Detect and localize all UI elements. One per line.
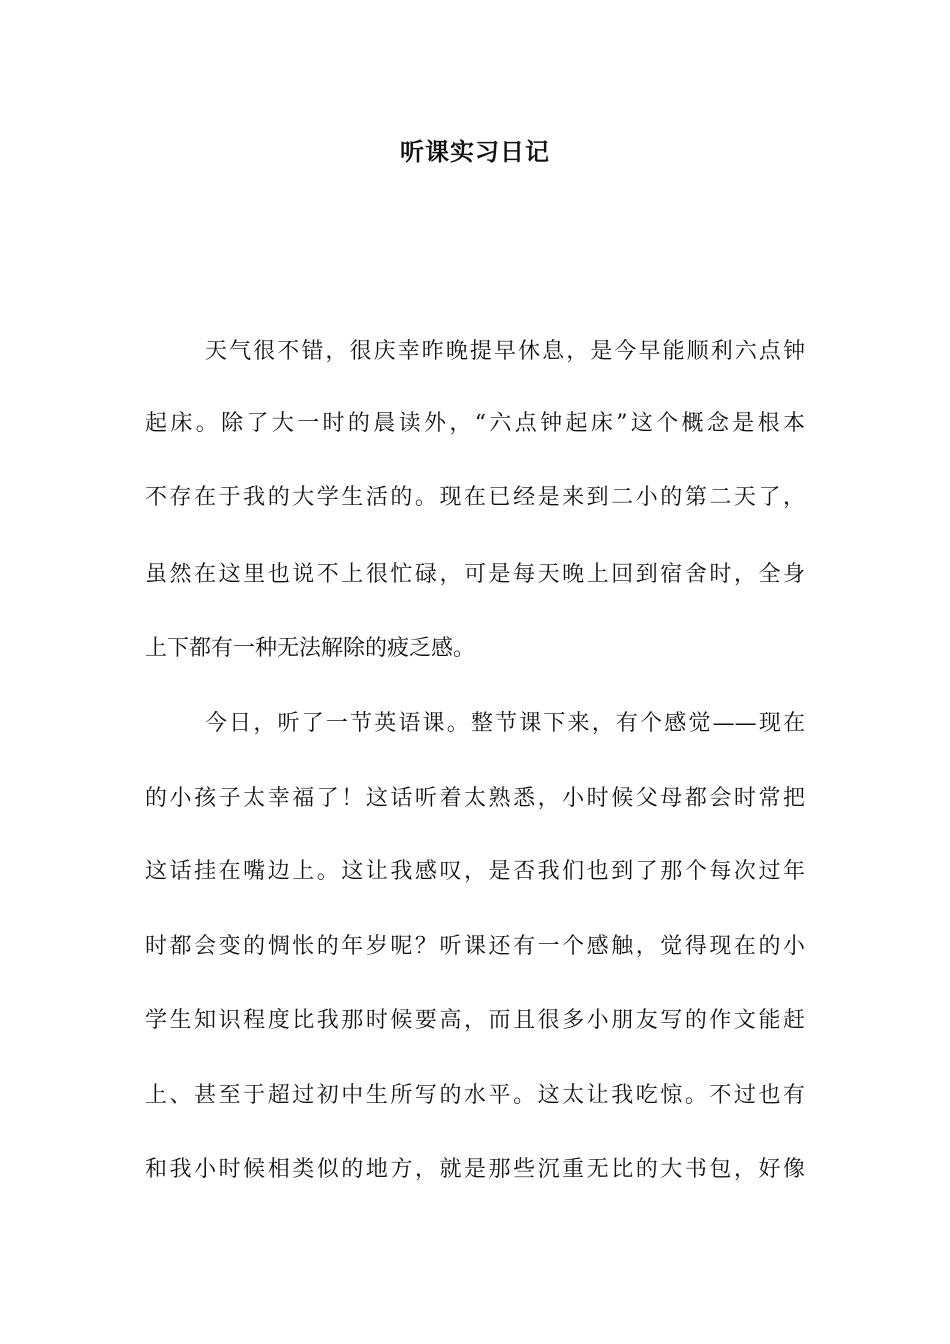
paragraph-2-line-1: 今日，听了一节英语课。整节课下来，有个感觉——现在 [205,711,805,736]
paragraph-1-line-1: 天气很不错，很庆幸昨晚提早休息，是今早能顺利六点钟 [205,339,805,364]
paragraph-2-line-7: 和我小时候相类似的地方，就是那些沉重无比的大书包，好像 [145,1157,805,1182]
paragraph-2-line-4: 时都会变的惆怅的年岁呢？听课还有一个感触，觉得现在的小 [145,934,805,959]
paragraph-2-line-3: 这话挂在嘴边上。这让我感叹，是否我们也到了那个每次过年 [145,859,805,884]
paragraph-1-line-3: 不存在于我的大学生活的。现在已经是来到二小的第二天了， [145,485,805,510]
paragraph-1-line-5: 上下都有一种无法解除的疲乏感。 [145,636,476,661]
paragraph-2-line-6: 上、甚至于超过初中生所写的水平。这太让我吃惊。不过也有 [145,1083,805,1108]
paragraph-1-line-2: 起床。除了大一时的晨读外，“六点钟起床”这个概念是根本 [145,411,805,436]
document-title: 听课实习日记 [400,137,550,166]
paragraph-1-line-4: 虽然在这里也说不上很忙碌，可是每天晚上回到宿舍时，全身 [145,562,805,587]
paragraph-2-line-2: 的小孩子太幸福了！这话听着太熟悉，小时候父母都会时常把 [145,786,805,811]
paragraph-2-line-5: 学生知识程度比我那时候要高，而且很多小朋友写的作文能赶 [145,1008,805,1033]
